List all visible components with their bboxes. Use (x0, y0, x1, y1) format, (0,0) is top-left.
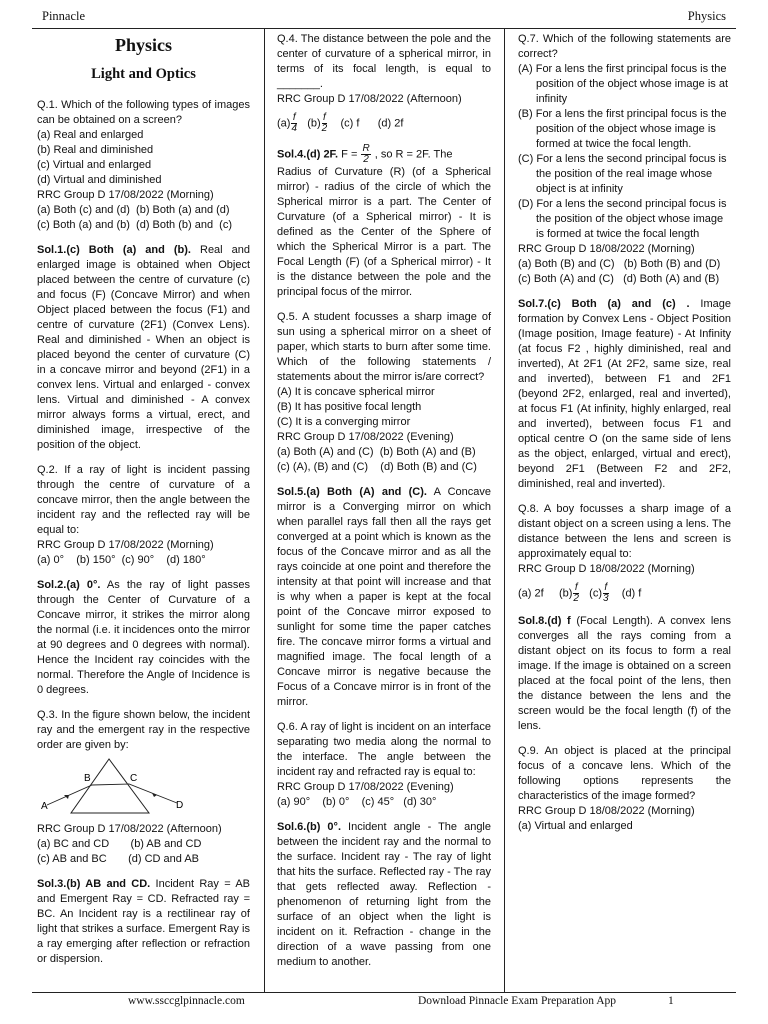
solution-6-head: Sol.6.(b) 0°. (277, 821, 342, 833)
question-5-text: Q.5. A student focusses a sharp image of sun using a spherical mirror on a sheet of paper, which starts to burn after some time. Which of the following statements / statements about the mirror is/are correct? (277, 311, 491, 383)
question-4-text: Q.4. The distance between the pole and the center of curvature of a spherical mirror, in terms of its focal length, is equal to _______. (277, 33, 491, 90)
solution-2-head: Sol.2.(a) 0°. (37, 579, 101, 591)
question-5-source: RRC Group D 17/08/2022 (Evening) (277, 431, 454, 443)
solution-1-body: Real and enlarged image is obtained when Object placed between the centre of curvature (c) and focus (F) (Concave Mirror) and when Object placed between the focus (F1) and centre of curvature (2F1) (Convex Lens). Real and diminished - When an object is placed beyond the center of curvature (C) in a concave mirror and beyond (2F1) in a convex lens. Virtual and enlarged - convex lens. Virtual and diminished - A convex mirror always forms a virtual, erect, and diminished image, irrespective of the position of the object. (37, 244, 250, 451)
question-3-options: (a) BC and CD (b) AB and CD (37, 838, 202, 850)
question-1-option: (a) Real and enlarged (37, 129, 144, 141)
question-9 (518, 744, 731, 834)
question-3-text: Q.3. In the figure shown below, the incident ray and the emergent ray in the respective order are given by: (37, 709, 250, 751)
figure-label-d: D (176, 800, 184, 811)
question-7-text: Q.7. Which of the following statements are correct? (518, 33, 731, 60)
solution-8-head: Sol.8.(d) f (518, 615, 571, 627)
figure-label-b: B (84, 773, 91, 784)
question-1-source: RRC Group D 17/08/2022 (Morning) (37, 189, 214, 201)
solution-8-body: (Focal Length). A convex lens converges all the rays coming from a distant object on its focus to form a real image. If the image is obtained on a screen placed at the focal point of the lens, then the distance between the lens and the screen would be the focal length (f) of the lens. (518, 615, 731, 732)
question-1-answers: (a) Both (c) and (d) (b) Both (a) and (d) (37, 204, 230, 216)
question-3-source: RRC Group D 17/08/2022 (Afternoon) (37, 823, 222, 835)
column-2 (277, 32, 491, 980)
solution-6-body: Incident angle - The angle between the incident ray and the normal to the surface. Incident ray - The ray of light that hits the surface. Reflected ray - The ray that gets reflected away. Reflection - phenomenon of returning light from the surface of an object when the light is incident on it. Refraction - change in the direction of a wave passing from one medium to another. (277, 821, 491, 968)
question-7-option: (B) For a lens the first principal focus is the position of the object whose image is formed at twice the focal length. (518, 108, 727, 150)
question-2-source: RRC Group D 17/08/2022 (Morning) (37, 539, 214, 551)
question-7-option: (A) For a lens the first principal focus is the position of the object whose image is at infinity (518, 63, 729, 105)
question-5 (277, 310, 491, 475)
question-1-option: (d) Virtual and diminished (37, 174, 162, 186)
question-6-options: (a) 90° (b) 0° (c) 45° (d) 30° (277, 796, 437, 808)
solution-7 (518, 297, 731, 492)
question-1-answers: (c) Both (a) and (b) (d) Both (b) and (c) (37, 219, 233, 231)
solution-4-fraction: $\frac{R}{2}$ (362, 143, 370, 165)
question-7-answers: (c) Both (A) and (C) (d) Both (A) and (B) (518, 273, 720, 285)
solution-4-head: Sol.4.(d) 2F. (277, 148, 339, 161)
page-title: Physics (114, 35, 172, 55)
solution-4-body: Radius of Curvature (R) (of a Spherical mirror) - radius of the circle of which the Spherical mirror is a part. The Center of Curvature (of a Spherical mirror) - It is defined as the Center of the Sphere of which the Spherical Mirror is a part. The Focal Length (F) (of a Spherical mirror) - It is the distance between the pole and the principal focus of the mirror. (277, 166, 491, 298)
question-7-option: (D) For a lens the second principal focus is the position of the object whose image is formed at twice the focal length (518, 198, 727, 240)
solution-2-body: As the ray of light passes through the Center of Curvature of a Concave mirror, it strikes the mirror along the normal (i.e. it incidences onto the mirror at 90 degrees and 0 degrees with normal). Hence the Incident ray coincides with the normal. Therefore the Angle of Incidence is 0 degrees. (37, 579, 250, 696)
solution-8 (518, 614, 731, 734)
solution-7-body: Image formation by Convex Lens - Object Position (Image position, Image feature) - At Infinity (at focus F2 , highly diminished, real and inverted), At 2F1 (At 2F2, same size, real and inverted), between F1 and 2F1 (beyond 2F2, enlarged, real and inverted), at focus F1 (At infinity, highly enlarged, real and inverted), between focus F1 and optical centre O (on the same side of lens as the object, enlarged, virtual and erect), beyond 2F1 (Between F2 and 2F2, diminished, real and inverted). (518, 298, 731, 490)
question-6-source: RRC Group D 17/08/2022 (Evening) (277, 781, 454, 793)
question-3 (37, 708, 250, 753)
column-1 (37, 32, 250, 977)
figure-label-c: C (130, 773, 138, 784)
question-3-details (37, 822, 250, 867)
footer-rule (32, 992, 736, 993)
solution-3-head: Sol.3.(b) AB and CD. (37, 878, 151, 890)
question-6 (277, 720, 491, 810)
question-3-options: (c) AB and BC (d) CD and AB (37, 853, 200, 865)
question-5-option: (B) It has positive focal length (277, 401, 422, 413)
solution-1 (37, 243, 250, 453)
figure-label-a: A (41, 801, 48, 812)
header-subject: Physics (687, 9, 726, 23)
question-9-text: Q.9. An object is placed at the principal focus of a concave lens. Which of the following options represents the characteristics of the image formed? (518, 745, 731, 802)
question-8 (518, 502, 731, 577)
column-3 (518, 32, 731, 844)
prism-outline (71, 759, 149, 813)
question-2 (37, 463, 250, 568)
question-1-option: (c) Virtual and enlarged (37, 159, 152, 171)
footer-page-number: 1 (668, 995, 674, 1007)
question-7-option: (C) For a lens the second principal focus is the position of the real image whose object is at infinity (518, 153, 727, 195)
light-ray (47, 784, 177, 805)
solution-5 (277, 485, 491, 710)
question-6-text: Q.6. A ray of light is incident on an interface separating two media along the normal to the interface. The angle between the incident ray and refracted ray is equal to: (277, 721, 491, 778)
solution-5-head: Sol.5.(a) Both (A) and (C). (277, 486, 427, 498)
column-divider-2 (504, 28, 505, 992)
solution-6 (277, 820, 491, 970)
question-1 (37, 98, 250, 233)
question-8-text: Q.8. A boy focusses a sharp image of a distant object on a screen using a lens. The distance between the lens and screen is approximately equal to: (518, 503, 731, 560)
question-9-option: (a) Virtual and enlarged (518, 820, 633, 832)
question-7-answers: (a) Both (B) and (C) (b) Both (B) and (D) (518, 258, 721, 270)
question-2-options: (a) 0° (b) 150° (c) 90° (d) 180° (37, 554, 206, 566)
question-4 (277, 32, 491, 107)
question-1-text: Q.1. Which of the following types of images can be obtained on a screen? (37, 99, 250, 126)
solution-4: Sol.4.(d) 2F. F = $\frac{R}{2}$ , so R = 2F. The Radius of Curvature (R) (of a Spherical mirror) - radius of the circle of which the Spherical mirror is a part. The Center of Curvature (of a Spherical mirror) - It is defined as the Center of the Sphere of which the Spherical Mirror is a part. The Focal Length (F) (of a Spherical mirror) - It is the distance between the pole and the principal focus of the mirror. (277, 143, 491, 298)
solution-5-body: A Concave mirror is a Converging mirror on which when parallel rays fall then all the rays get converged at a point which is known as the focus of the Concave mirror and as all the rays coincide at one point and therefore the intensity at that point will increase and that is why when a paper is kept at the focal point of the Concave mirror exposed to sunlight for some time the paper catches fire. The concave mirror forms a virtual and magnified image. The focal length of a Concave mirror is negative because the Focus of a Concave mirror is in front of the mirror. (277, 486, 491, 708)
footer-website: www.ssccglpinnacle.com (128, 995, 245, 1007)
question-7 (518, 32, 731, 287)
question-5-option: (A) It is concave spherical mirror (277, 386, 435, 398)
page-header (0, 0, 768, 28)
question-4-source: RRC Group D 17/08/2022 (Afternoon) (277, 93, 462, 105)
question-5-answers: (a) Both (A) and (C) (b) Both (A) and (B) (277, 446, 476, 458)
header-brand: Pinnacle (42, 9, 86, 23)
header-rule (32, 28, 736, 29)
solution-7-head: Sol.7.(c) Both (a) and (c) . (518, 298, 690, 310)
question-5-answers: (c) (A), (B) and (C) (d) Both (B) and (C) (277, 461, 477, 473)
question-8-source: RRC Group D 18/08/2022 (Morning) (518, 563, 695, 575)
prism-figure (37, 757, 250, 817)
question-9-source: RRC Group D 18/08/2022 (Morning) (518, 805, 695, 817)
solution-3-body: Incident Ray = AB and Emergent Ray = CD. Refracted ray = BC. An Incident ray is a rectilinear ray of light that strikes a surface. Emergent Ray is a ray emerging after reflection or refraction or dispersion. (37, 878, 250, 965)
question-5-option: (C) It is a converging mirror (277, 416, 411, 428)
solution-2 (37, 578, 250, 698)
footer-app-promo: Download Pinnacle Exam Preparation App (418, 995, 617, 1007)
question-4-options: (a) $\frac{f}{4}$ (b) $\frac{f}{2}$ (c) f (d) 2f (277, 112, 404, 134)
question-7-source: RRC Group D 18/08/2022 (Morning) (518, 243, 695, 255)
question-2-text: Q.2. If a ray of light is incident passing through the centre of curvature of a concave mirror, then the angle between the incident ray and the reflected ray will be equal to: (37, 464, 250, 536)
column-divider-1 (264, 28, 265, 992)
page-subtitle: Light and Optics (91, 66, 196, 82)
solution-3 (37, 877, 250, 967)
question-1-option: (b) Real and diminished (37, 144, 154, 156)
solution-1-head: Sol.1.(c) Both (a) and (b). (37, 244, 191, 256)
question-8-options: (a) 2f (b) $\frac{f}{2}$ (c) $\frac{f}{3}$ (d) f (518, 582, 642, 604)
ray-arrow (152, 793, 157, 797)
